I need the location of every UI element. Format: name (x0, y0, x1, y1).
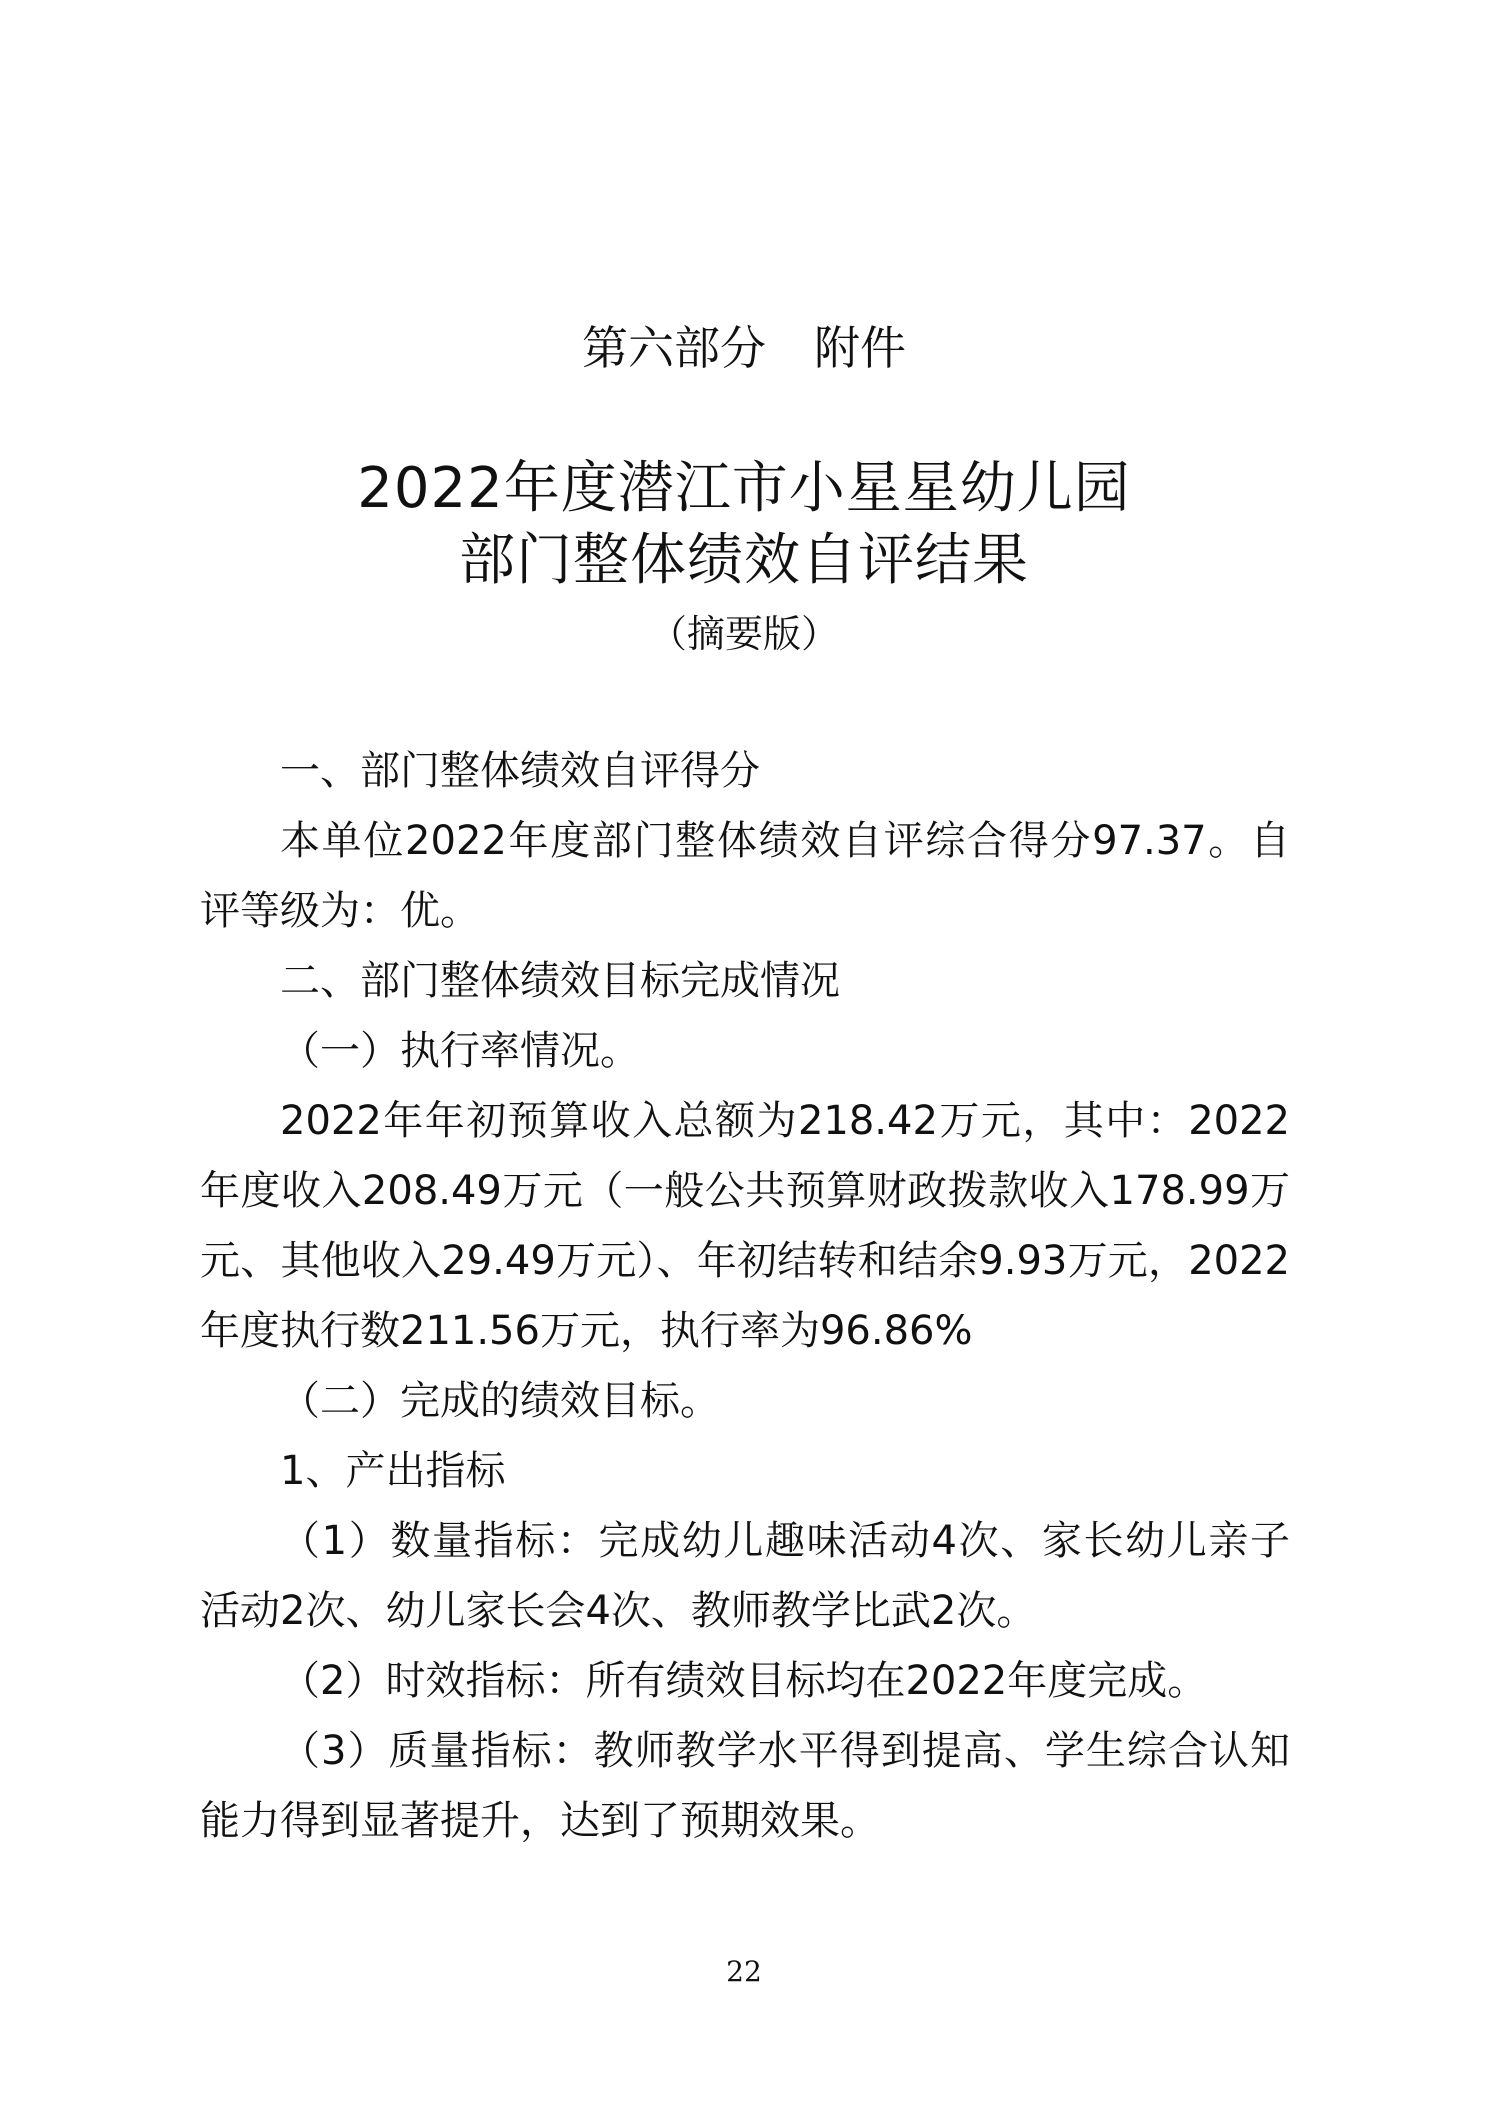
item-quantity-indicator: （1）数量指标：完成幼儿趣味活动4次、家长幼儿亲子活动2次、幼儿家长会4次、教师教学比武2次。 (200, 1518, 1290, 1634)
part-heading-label: 第六部分 (582, 321, 766, 375)
subsection-execution-rate: （一）执行率情况。 (280, 1028, 640, 1074)
part-heading-appendix: 附件 (814, 321, 906, 375)
item-output-indicators: 1、产出指标 (280, 1448, 506, 1494)
subsection-completed-goals: （二）完成的绩效目标。 (280, 1378, 720, 1424)
item-quality-indicator: （3）质量指标：教师教学水平得到提高、学生综合认知能力得到显著提升，达到了预期效果。 (200, 1728, 1290, 1844)
paragraph-budget: 2022年年初预算收入总额为218.42万元，其中：2022年度收入208.49万元（一般公共预算财政拨款收入178.99万元、其他收入29.49万元）、年初结转和结余9.93万元，2022年度执行数211.56万元，执行率为96.86% (200, 1098, 1290, 1354)
item-timeliness-indicator: （2）时效指标：所有绩效目标均在2022年度完成。 (280, 1658, 1208, 1704)
section-heading-score: 一、部门整体绩效自评得分 (280, 748, 760, 794)
document-body (200, 736, 1290, 1856)
part-heading (0, 318, 1488, 378)
paragraph-score: 本单位2022年度部门整体绩效自评综合得分97.37。自评等级为：优。 (200, 818, 1290, 934)
page-number: 22 (726, 1955, 762, 1988)
document-title-line-2: 部门整体绩效自评结果 (459, 528, 1029, 593)
section-heading-goals: 二、部门整体绩效目标完成情况 (280, 958, 840, 1004)
document-subtitle: （摘要版） (648, 612, 839, 656)
document-title-line-1: 2022年度潜江市小星星幼儿园 (357, 456, 1131, 521)
